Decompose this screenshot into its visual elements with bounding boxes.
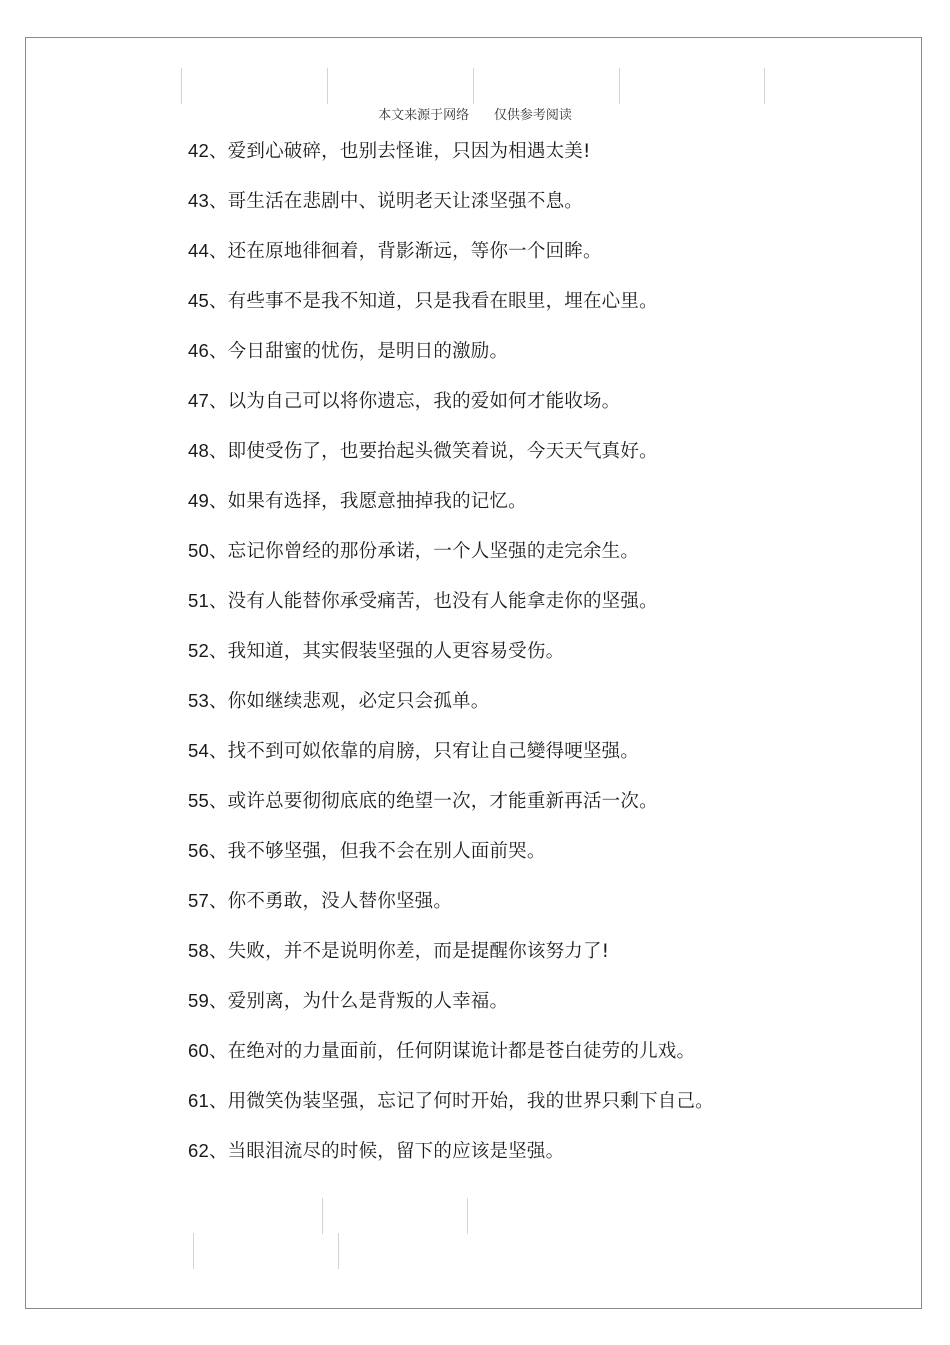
- item-number: 62: [188, 1140, 209, 1161]
- list-item: [188, 288, 714, 338]
- bottom-rule-mark: [193, 1233, 194, 1269]
- item-number: 47: [188, 390, 209, 411]
- item-number: 45: [188, 290, 209, 311]
- list-item: [188, 238, 714, 288]
- list-item: [188, 888, 714, 938]
- item-number: 42: [188, 140, 209, 161]
- item-text: 、你如继续悲观，必定只会孤单。: [208, 691, 490, 712]
- item-text: 、忘记你曾经的那份承诺，一个人坚强的走完余生。: [208, 541, 640, 562]
- item-text: 、没有人能替你承受痛苦，也没有人能拿走你的坚强。: [208, 591, 658, 612]
- item-number: 48: [188, 440, 209, 461]
- item-number: 59: [188, 990, 209, 1011]
- bottom-rule-mark: [467, 1198, 468, 1234]
- bottom-rule-mark: [322, 1198, 323, 1234]
- list-item: [188, 938, 714, 988]
- item-text: 、还在原地徘徊着，背影渐远，等你一个回眸。: [208, 241, 602, 262]
- item-text: 、或许总要彻彻底底的绝望一次，才能重新再活一次。: [208, 791, 658, 812]
- item-number: 53: [188, 690, 209, 711]
- item-number: 58: [188, 940, 209, 961]
- list-item: [188, 1038, 714, 1088]
- item-number: 54: [188, 740, 209, 761]
- top-rule-mark: [327, 68, 328, 104]
- item-text: 、当眼泪流尽的时候，留下的应该是坚强。: [208, 1141, 565, 1162]
- top-rule-mark: [181, 68, 182, 104]
- list-item: [188, 788, 714, 838]
- item-number: 56: [188, 840, 209, 861]
- item-text: 、失败，并不是说明你差，而是提醒你该努力了!: [208, 941, 610, 962]
- top-rule-mark: [764, 68, 765, 104]
- list-item: [188, 338, 714, 388]
- list-item: [188, 688, 714, 738]
- item-number: 50: [188, 540, 209, 561]
- item-number: 49: [188, 490, 209, 511]
- list-item: [188, 988, 714, 1038]
- list-item: [188, 438, 714, 488]
- list-item: [188, 188, 714, 238]
- list-item: [188, 388, 714, 438]
- item-text: 、以为自己可以将你遗忘，我的爱如何才能收场。: [208, 391, 621, 412]
- bottom-rule-mark: [338, 1233, 339, 1269]
- item-text: 、如果有选择，我愿意抽掉我的记忆。: [208, 491, 527, 512]
- item-text: 、在绝对的力量面前，任何阴谋诡计都是苍白徒劳的儿戏。: [208, 1041, 696, 1062]
- item-text: 、爱到心破碎，也别去怪谁，只因为相遇太美!: [208, 141, 591, 162]
- item-text: 、用微笑伪装坚强，忘记了何时开始，我的世界只剩下自己。: [208, 1091, 714, 1112]
- item-text: 、哥生活在悲剧中、说明老天让渁坚强不息。: [208, 191, 583, 212]
- item-number: 55: [188, 790, 209, 811]
- item-number: 43: [188, 190, 209, 211]
- item-number: 44: [188, 240, 209, 261]
- list-item: [188, 488, 714, 538]
- item-text: 、即使受伤了，也要抬起头微笑着说，今天天气真好。: [208, 441, 658, 462]
- item-number: 51: [188, 590, 209, 611]
- list-item: [188, 588, 714, 638]
- item-text: 、你不勇敢，没人替你坚强。: [208, 891, 453, 912]
- list-item: [188, 138, 714, 188]
- item-number: 60: [188, 1040, 209, 1061]
- item-text: 、我不够坚强，但我不会在别人面前哭。: [208, 841, 546, 862]
- list-item: [188, 638, 714, 688]
- list-item: [188, 738, 714, 788]
- item-text: 、我知道，其实假装坚强的人更容易受伤。: [208, 641, 565, 662]
- item-number: 61: [188, 1090, 209, 1111]
- item-number: 52: [188, 640, 209, 661]
- item-text: 、今日甜蜜的忧伤，是明日的激励。: [208, 341, 509, 362]
- top-rule-mark: [473, 68, 474, 104]
- list-item: [188, 538, 714, 588]
- header-source-note: 本文来源于网络 仅供参考阅读: [378, 108, 572, 123]
- list-item: [188, 1088, 714, 1138]
- top-rule-mark: [619, 68, 620, 104]
- item-text: 、有些事不是我不知道，只是我看在眼里，埋在心里。: [208, 291, 658, 312]
- list-item: [188, 838, 714, 888]
- item-text: 、爱别离，为什么是背叛的人幸福。: [208, 991, 509, 1012]
- quote-list: [188, 138, 714, 1188]
- list-item: [188, 1138, 714, 1188]
- item-number: 46: [188, 340, 209, 361]
- item-text: 、找不到可姒依靠的肩膀，只宥让自己變得哽坚强。: [208, 741, 640, 762]
- item-number: 57: [188, 890, 209, 911]
